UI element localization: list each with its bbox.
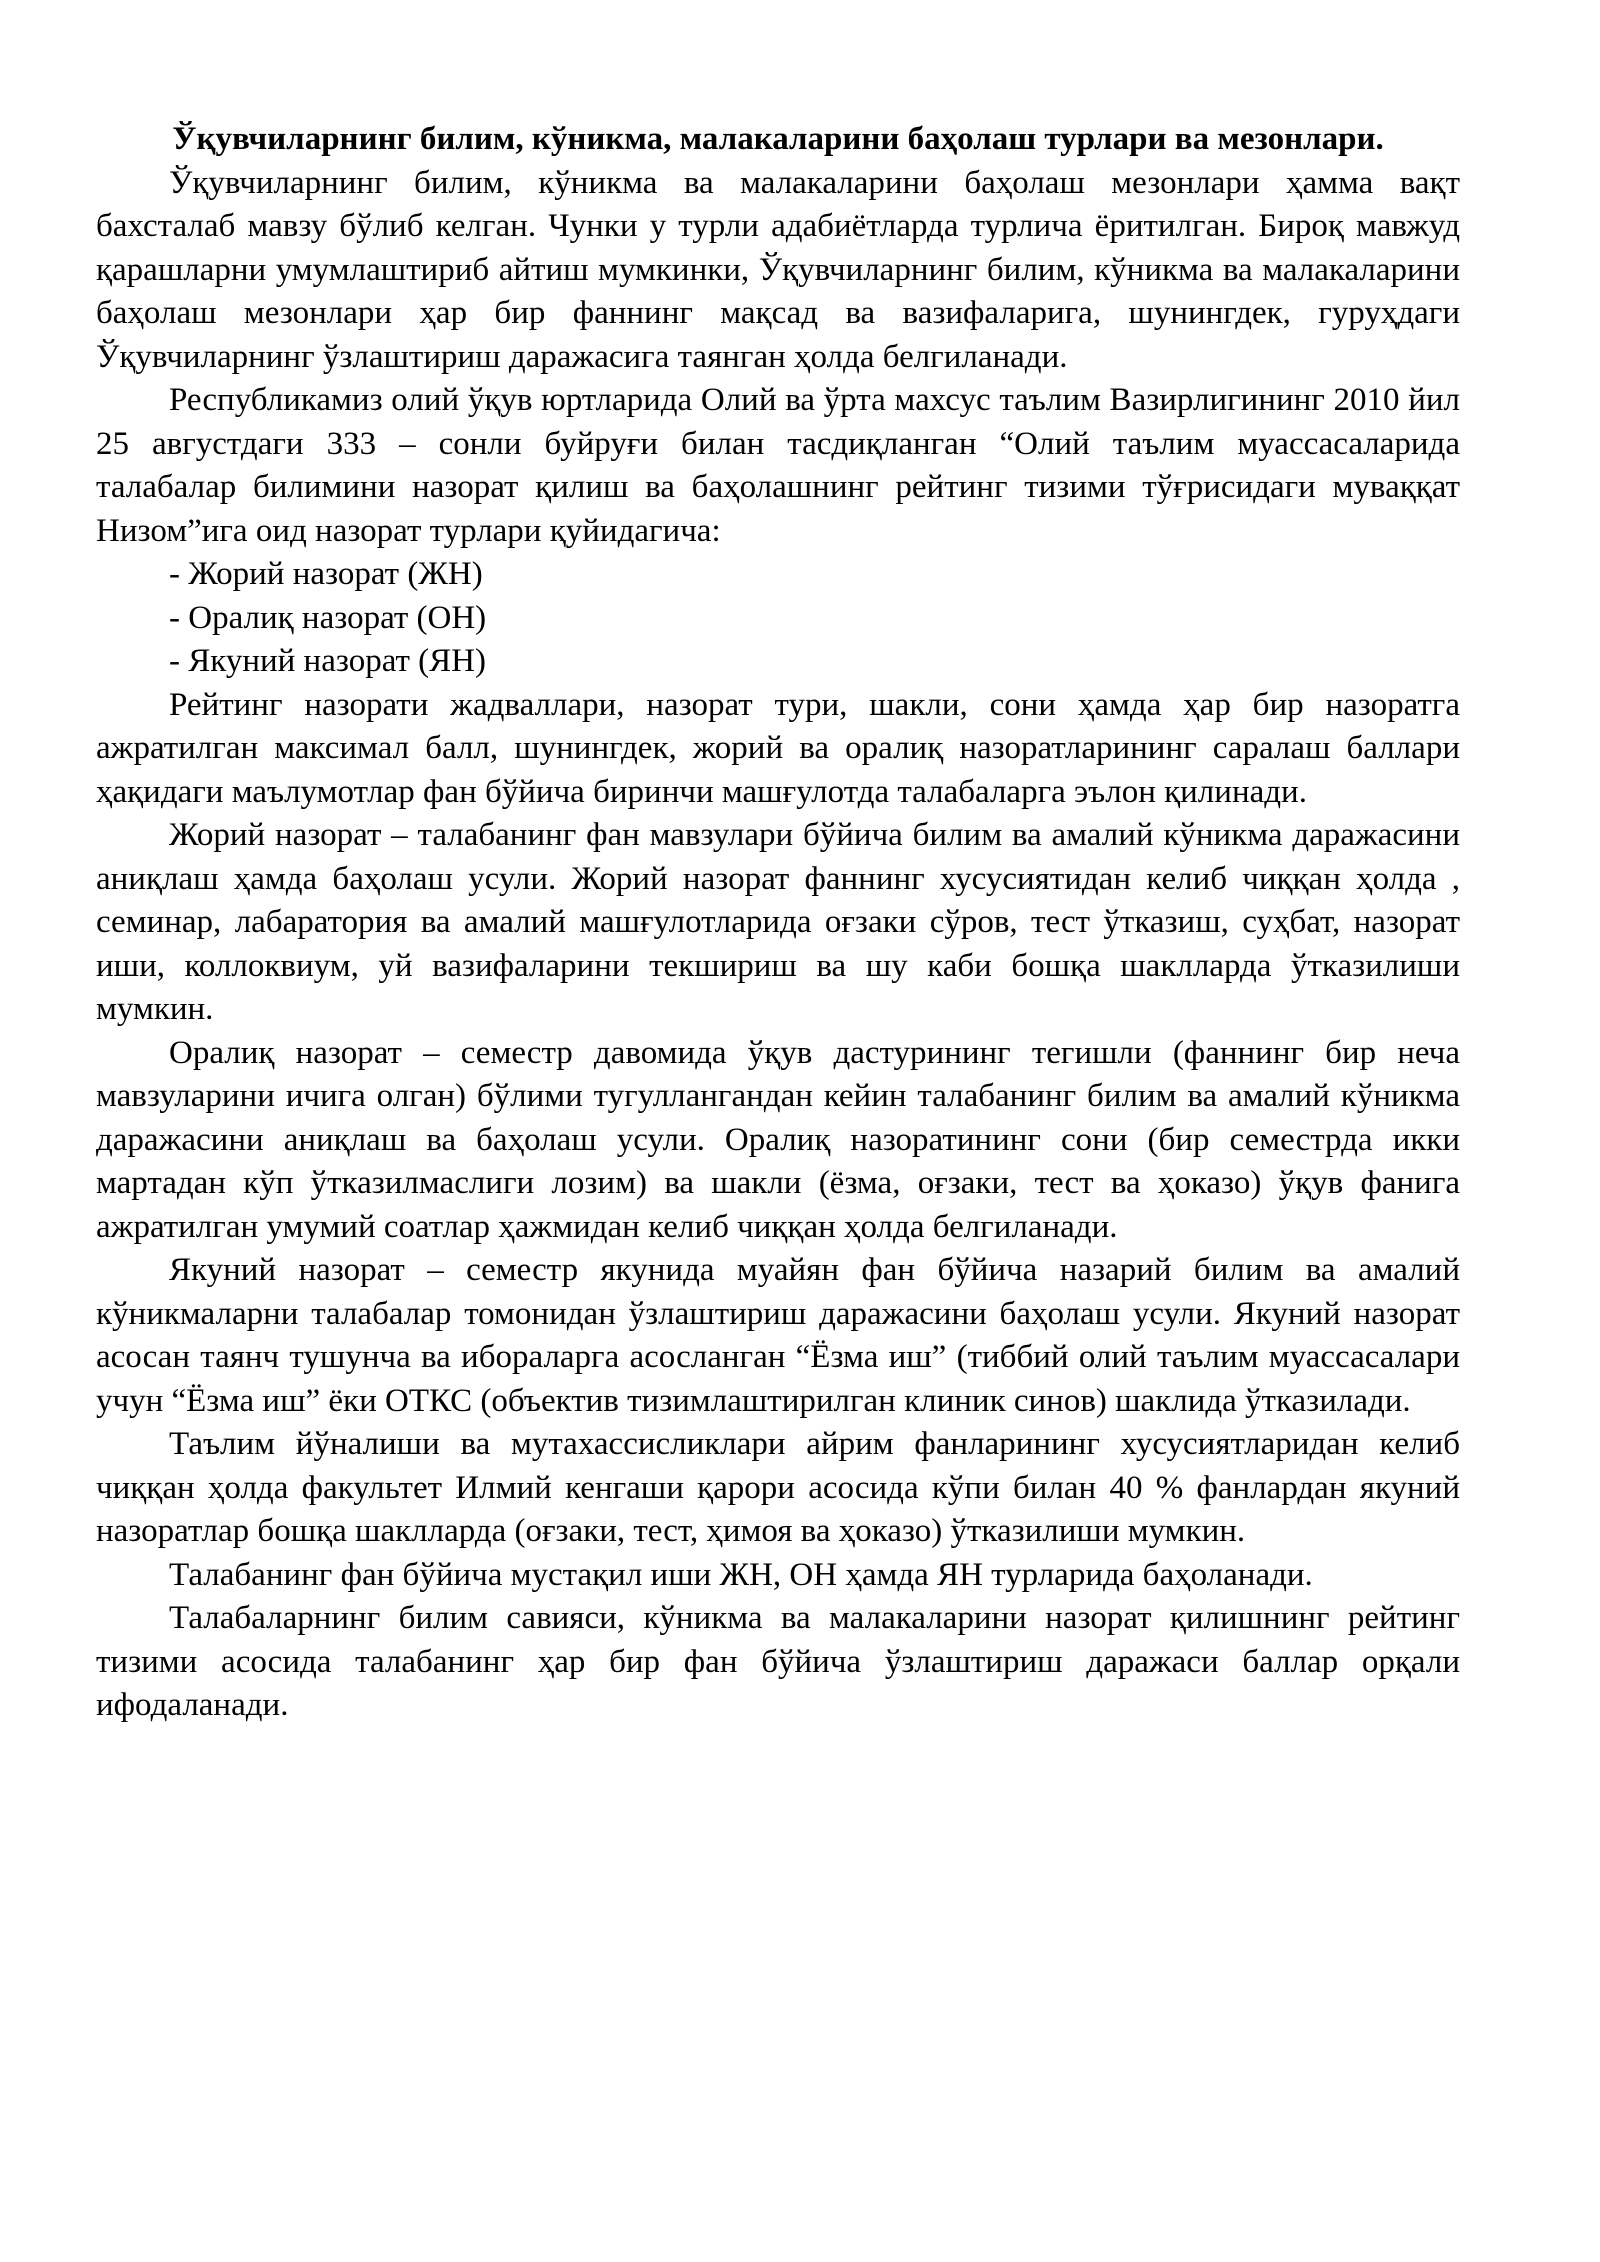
paragraph-rating-system: Талабаларнинг билим савияси, кўникма ва малакаларини назорат қилишнинг рейтинг тизими асосида талабанинг ҳар бир фан бўйича ўзлаштириш даражаси баллар орқали ифодаланади. bbox=[96, 1600, 1460, 1723]
list-item-final-control: - Якуний назорат (ЯН) bbox=[169, 643, 486, 679]
document-title: Ўқувчиларнинг билим, кўникма, малакаларини баҳолаш турлари ва мезонлари. bbox=[172, 121, 1384, 157]
paragraph-control-types-intro: Республикамиз олий ўқув юртларида Олий ва ўрта махсус таълим Вазирлигининг 2010 йил 25 августдаги 333 – сонли буйруғи билан тасдиқланган “Олий таълим муассасаларида талабалар билимини назорат қилиш ва баҳолашнинг рейтинг тизими тўғрисидаги муваққат Низом”ига оид назорат турлари қуйидагича: bbox=[96, 382, 1460, 549]
paragraph-intermediate-control: Оралиқ назорат – семестр давомида ўқув дастурининг тегишли (фаннинг бир неча мавзуларини ичига олган) бўлими тугуллангандан кейин талабанинг билим ва амалий кўникма даражасини аниқлаш ва баҳолаш усули. Оралиқ назоратининг сони (бир семестрда икки мартадан кўп ўтказилмаслиги лозим) ва шакли (ёзма, оғзаки, тест ва ҳоказо) ўқув фанига ажратилган умумий соатлар ҳажмидан келиб чиққан ҳолда белгиланади. bbox=[96, 1034, 1460, 1245]
list-item-intermediate-control: - Оралиқ назорат (ОН) bbox=[169, 599, 487, 636]
paragraph-rating-tables: Рейтинг назорати жадваллари, назорат тури, шакли, сони ҳамда ҳар бир назоратга ажратилган максимал балл, шунингдек, жорий ва оралиқ назоратларининг саралаш баллари ҳақидаги маълумотлар фан бўйича биринчи машғулотда талабаларга эълон қилинади. bbox=[96, 686, 1460, 810]
list-item-current-control: - Жорий назорат (ЖН) bbox=[169, 556, 483, 592]
document-page bbox=[96, 118, 1460, 1728]
paragraph-faculty-council: Таълим йўналиши ва мутахассисликлари айрим фанларининг хусусиятларидан келиб чиққан ҳолда факультет Илмий кенгаши қарори асосида кўпи билан 40 % фанлардан якуний назоратлар бошқа шаклларда (оғзаки, тест, ҳимоя ва ҳоказо) ўтказилиши мумкин. bbox=[96, 1426, 1460, 1549]
paragraph-final-control: Якуний назорат – семестр якунида муайян фан бўйича назарий билим ва амалий кўникмаларни талабалар томонидан ўзлаштириш даражасини баҳолаш усули. Якуний назорат асосан таянч тушунча ва ибораларга асосланган “Ёзма иш” (тиббий олий таълим муассасалари учун “Ёзма иш” ёки ОТКС (объектив тизимлаштирилган клиник синов) шаклида ўтказилади. bbox=[96, 1252, 1460, 1419]
paragraph-current-control: Жорий назорат – талабанинг фан мавзулари бўйича билим ва амалий кўникма даражасини аниқлаш ҳамда баҳолаш усули. Жорий назорат фаннинг хусусиятидан келиб чиққан ҳолда , семинар, лабаратория ва амалий машғулотларида оғзаки сўров, тест ўтказиш, суҳбат, назорат иши, коллоквиум, уй вазифаларини текшириш ва шу каби бошқа шаклларда ўтказилиши мумкин. bbox=[96, 817, 1460, 1027]
paragraph-assessment-criteria: Ўқувчиларнинг билим, кўникма ва малакаларини баҳолаш мезонлари ҳамма вақт бахсталаб мавзу бўлиб келган. Чунки у турли адабиётларда турлича ёритилган. Бироқ мавжуд қарашларни умумлаштириб айтиш мумкинки, Ўқувчиларнинг билим, кўникма ва малакаларини баҳолаш мезонлари ҳар бир фаннинг мақсад ва вазифаларига, шунингдек, гуруҳдаги Ўқувчиларнинг ўзлаштириш даражасига таянган ҳолда белгиланади. bbox=[96, 164, 1460, 375]
paragraph-independent-work: Талабанинг фан бўйича мустақил иши ЖН, ОН ҳамда ЯН турларида баҳоланади. bbox=[169, 1556, 1313, 1593]
